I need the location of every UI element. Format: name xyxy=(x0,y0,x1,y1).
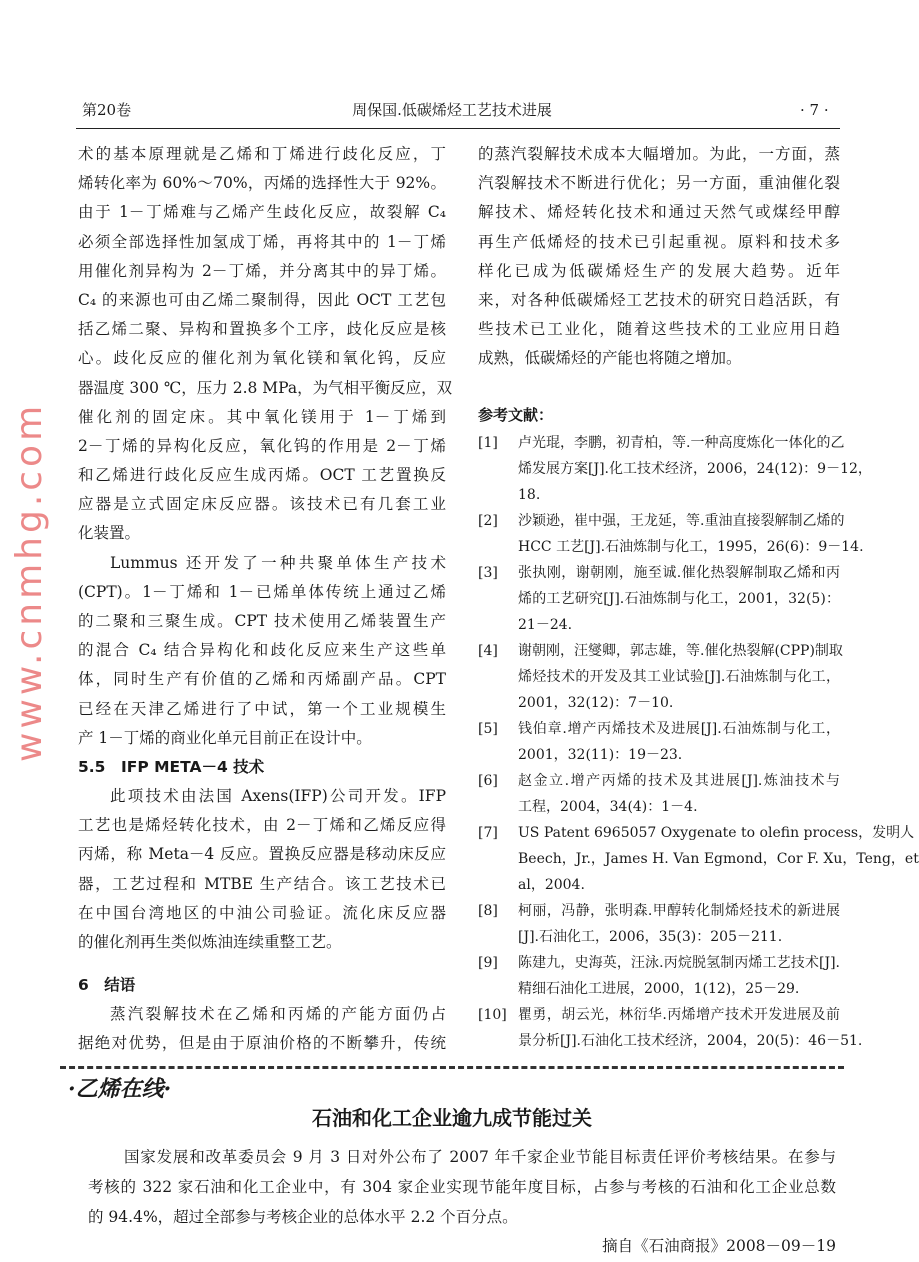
reference-number: [5] xyxy=(478,720,498,737)
text-line: 化装置。 xyxy=(78,524,141,543)
reference-number: [6] xyxy=(478,772,498,789)
paragraph xyxy=(78,140,453,549)
text-line: 据绝对优势，但是由于原油价格的不断攀升，传统 xyxy=(78,1034,446,1053)
section-heading: 6 结语 xyxy=(78,976,136,995)
text-line: 用催化剂异构为 2－丁烯，并分离其中的异丁烯。 xyxy=(78,261,446,280)
text-line: 的催化剂再生类似炼油连续重整工艺。 xyxy=(78,932,342,951)
references-heading: 参考文献： xyxy=(478,405,554,424)
text-line: 心。歧化反应的催化剂为氧化镁和氧化钨，反应 xyxy=(78,349,446,368)
reference-line: 卢光琨，李鹏，初青柏，等.一种高度炼化一体化的乙 xyxy=(518,434,845,451)
text-line: 已经在天津乙烯进行了中试，第一个工业规模生 xyxy=(78,699,446,718)
reference-item xyxy=(478,560,840,638)
text-line: 工艺也是烯烃转化技术，由 2－丁烯和乙烯反应得 xyxy=(78,816,446,835)
reference-text xyxy=(518,638,843,716)
reference-text xyxy=(518,430,872,508)
text-line: 丙烯，称 Meta－4 反应。置换反应器是移动床反应 xyxy=(78,845,446,864)
reference-number: [1] xyxy=(478,434,498,451)
news-title: 石油和化工企业逾九成节能过关 xyxy=(312,1106,592,1130)
reference-line: 沙颖逊，崔中强，王龙延，等.重油直接裂解制乙烯的 xyxy=(518,512,845,529)
reference-number: [4] xyxy=(478,642,498,659)
reference-text xyxy=(518,768,840,820)
paragraph xyxy=(478,140,840,374)
header-rule xyxy=(76,128,840,129)
left-column xyxy=(78,140,453,1058)
reference-line: 赵金立.增产丙烯的技术及其进展[J].炼油技术与 xyxy=(518,772,840,789)
reference-item xyxy=(478,508,864,560)
text-line: (CPT)。1－丁烯和 1－已烯单体传统上通过乙烯 xyxy=(78,582,446,601)
text-line: Lummus 还开发了一种共聚单体生产技术 xyxy=(110,553,446,572)
column-tag: ·乙烯在线· xyxy=(68,1076,172,1102)
text-line: 来，对各种低碳烯烃工艺技术的研究日趋活跃，有 xyxy=(478,290,840,309)
running-title: 周保国.低碳烯烃工艺技术进展 xyxy=(352,101,552,119)
text-line: 和乙烯进行歧化反应生成丙烯。OCT 工艺置换反 xyxy=(78,466,446,485)
reference-number: [3] xyxy=(478,564,498,581)
reference-line: 景分析[J].石油化工技术经济，2004，20(5)：46－51. xyxy=(518,1032,863,1049)
text-line: 解技术、烯烃转化技术和通过天然气或煤经甲醇 xyxy=(478,203,840,222)
reference-text xyxy=(518,898,840,950)
reference-number: [9] xyxy=(478,954,498,971)
reference-line: 烯烃技术的开发及其工业试验[J].石油炼制与化工， xyxy=(518,668,840,685)
reference-line: al，2004. xyxy=(518,876,585,893)
text-line: 蒸汽裂解技术在乙烯和丙烯的产能方面仍占 xyxy=(110,1005,446,1024)
journal-volume: 第20卷 xyxy=(82,101,132,119)
reference-line: 张执刚，谢朝刚，施至诚.催化热裂解制取乙烯和丙 xyxy=(518,564,840,581)
reference-item xyxy=(478,898,840,950)
right-column xyxy=(478,140,919,1054)
reference-line: 工程，2004，34(4)：1－4. xyxy=(518,798,698,815)
text-line: C₄ 的来源也可由乙烯二聚制得，因此 OCT 工艺包 xyxy=(78,290,446,309)
reference-text xyxy=(518,950,840,1002)
text-line: 的二聚和三聚生成。CPT 技术使用乙烯装置生产 xyxy=(78,612,446,630)
news-line: 的 94.4%，超过全部参与考核企业的总体水平 2.2 个百分点。 xyxy=(88,1208,518,1226)
reference-line: [J].石油化工，2006，35(3)：205－211. xyxy=(518,928,783,945)
reference-item xyxy=(478,950,840,1002)
section-heading: 5.5 IFP META－4 技术 xyxy=(78,757,265,776)
page-number: · 7 · xyxy=(800,101,829,119)
reference-line: 2001，32(11)：19－23. xyxy=(518,746,683,763)
reference-line: 谢朝刚，汪燮卿，郭志雄，等.催化热裂解(CPP)制取 xyxy=(518,642,843,659)
reference-line: 烯发展方案[J].化工技术经济，2006，24(12)：9－12， xyxy=(518,460,872,477)
text-line: 成熟，低碳烯烃的产能也将随之增加。 xyxy=(478,349,742,368)
section-divider xyxy=(60,1066,844,1069)
text-line: 必须全部选择性加氢成丁烯，再将其中的 1－丁烯 xyxy=(78,232,446,251)
reference-number: [10] xyxy=(478,1006,507,1023)
news-line: 国家发展和改革委员会 9 月 3 日对外公布了 2007 年千家企业节能目标责任评价考核结果。在参与 xyxy=(124,1148,836,1166)
text-line: 术的基本原理就是乙烯和丁烯进行歧化反应，丁 xyxy=(78,145,446,163)
reference-number: [7] xyxy=(478,824,498,841)
reference-text xyxy=(518,820,919,898)
reference-text xyxy=(518,560,840,638)
text-line: 再生产低烯烃的技术已引起重视。原料和技术多 xyxy=(478,232,840,251)
reference-item xyxy=(478,768,840,820)
text-line: 在中国台湾地区的中油公司验证。流化床反应器 xyxy=(78,903,446,922)
text-line: 应器是立式固定床反应器。该技术已有几套工业 xyxy=(78,495,446,514)
text-line: 汽裂解技术不断进行优化；另一方面，重油催化裂 xyxy=(478,174,840,193)
watermark: www.cnmhg.com xyxy=(9,401,50,762)
reference-number: [8] xyxy=(478,902,498,919)
reference-line: 2001，32(12)：7－10. xyxy=(518,694,674,711)
text-line: 括乙烯二聚、异构和置换多个工序，歧化反应是核 xyxy=(78,320,446,339)
reference-line: HCC 工艺[J].石油炼制与化工，1995，26(6)：9－14. xyxy=(518,538,864,555)
text-line: 2－丁烯的异构化反应，氧化钨的作用是 2－丁烯 xyxy=(78,436,446,455)
paragraph xyxy=(78,549,446,753)
paragraph-gap xyxy=(78,957,446,971)
text-line: 体，同时生产有价值的乙烯和丙烯副产品。CPT xyxy=(78,670,446,689)
reference-line: 精细石油化工进展，2000，1(12)，25－29. xyxy=(518,980,800,997)
text-line: 由于 1－丁烯难与乙烯产生歧化反应，故裂解 C₄ xyxy=(78,203,446,222)
reference-line: 21－24. xyxy=(518,616,573,633)
reference-line: 烯的工艺研究[J].石油炼制与化工，2001，32(5)： xyxy=(518,590,840,607)
reference-line: US Patent 6965057 Oxygenate to olefin process，发明人 xyxy=(518,824,915,841)
news-body xyxy=(88,1142,836,1232)
references-list xyxy=(478,430,919,1054)
text-line: 器温度 300 ℃，压力 2.8 MPa，为气相平衡反应，双 xyxy=(78,378,453,397)
text-line: 产 1－丁烯的商业化单元目前正在设计中。 xyxy=(78,728,372,747)
text-line: 催化剂的固定床。其中氧化镁用于 1－丁烯到 xyxy=(78,407,446,426)
reference-item xyxy=(478,716,840,768)
reference-item xyxy=(478,430,872,508)
text-line: 的混合 C₄ 结合异构化和歧化反应来生产这些单 xyxy=(78,641,446,660)
reference-number: [2] xyxy=(478,512,498,529)
reference-line: 柯丽，冯静，张明森.甲醇转化制烯烃技术的新进展 xyxy=(518,902,840,919)
reference-text xyxy=(518,1002,863,1054)
text-line: 的蒸汽裂解技术成本大幅增加。为此，一方面，蒸 xyxy=(478,145,840,163)
reference-item xyxy=(478,820,919,898)
text-line: 样化已成为低碳烯烃生产的发展大趋势。近年 xyxy=(478,261,840,280)
paragraph xyxy=(78,782,446,957)
reference-line: 瞿勇，胡云光，林衍华.丙烯增产技术开发进展及前 xyxy=(518,1006,840,1023)
reference-line: 陈建九，史海英，汪泳.丙烷脱氢制丙烯工艺技术[J]. xyxy=(518,954,840,971)
news-line: 考核的 322 家石油和化工企业中，有 304 家企业实现节能年度目标，占参与考核的石油和化工企业总数 xyxy=(88,1178,836,1196)
right-column-text xyxy=(478,140,840,374)
text-line: 此项技术由法国 Axens(IFP)公司开发。IFP xyxy=(110,786,446,805)
reference-text xyxy=(518,508,864,560)
reference-line: Beech，Jr.，James H. Van Egmond，Cor F. Xu，Teng，et xyxy=(518,850,919,867)
paragraph xyxy=(78,1000,446,1058)
reference-item xyxy=(478,638,843,716)
reference-line: 18. xyxy=(518,486,541,503)
reference-item xyxy=(478,1002,863,1054)
text-line: 烯转化率为 60%～70%，丙烯的选择性大于 92%。 xyxy=(78,174,446,193)
text-line: 些技术已工业化，随着这些技术的工业应用日趋 xyxy=(478,320,840,339)
text-line: 器，工艺过程和 MTBE 生产结合。该工艺技术已 xyxy=(78,874,446,893)
reference-line: 钱伯章.增产丙烯技术及进展[J].石油炼制与化工， xyxy=(518,720,840,737)
reference-text xyxy=(518,716,840,768)
news-source: 摘自《石油商报》2008－09－19 xyxy=(602,1237,836,1255)
